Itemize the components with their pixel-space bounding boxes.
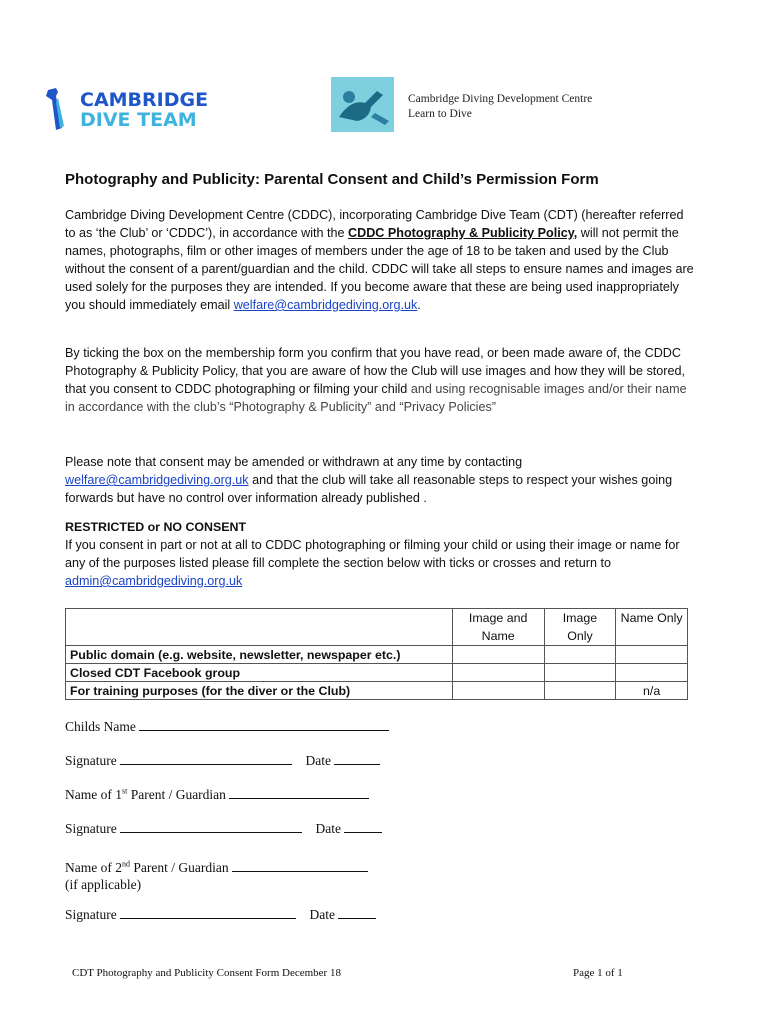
- cell-facebook-image-only[interactable]: [544, 664, 616, 682]
- date-label-3: Date: [309, 907, 335, 922]
- consent-text-1: By ticking the box on the membership form you confirm that you have read, or been made aware of, the CDDC Photography & Publicity Policy, that you are aware of how the Club will use images and how they will be stored, that you consent to CDDC photographing or filming your child: [65, 346, 685, 396]
- parent2-label: Name of 2nd Parent / Guardian: [65, 859, 229, 875]
- row-label-public-domain: Public domain (e.g. website, newsletter, newspaper etc.): [66, 646, 453, 664]
- cell-training-image-only[interactable]: [544, 682, 616, 700]
- header-org: Cambridge Diving Development Centre: [408, 93, 593, 105]
- diver-photo-icon: [331, 77, 394, 132]
- logo-line-2: DIVE TEAM: [80, 109, 197, 131]
- signature-label-2: Signature: [65, 821, 117, 836]
- parent2-name-field: [65, 855, 368, 893]
- withdraw-paragraph: [65, 453, 695, 507]
- row-label-training: For training purposes (for the diver or the Club): [66, 682, 453, 700]
- header-image-and-name: Image and Name: [452, 609, 544, 646]
- header-image-only: Image Only: [544, 609, 616, 646]
- child-name-label: Childs Name: [65, 719, 136, 734]
- welfare-email-link[interactable]: welfare@cambridgediving.org.uk: [233, 298, 418, 312]
- table-row: [66, 646, 688, 664]
- consent-paragraph: [65, 344, 695, 416]
- table-row: [66, 664, 688, 682]
- policy-link[interactable]: CDDC Photography & Publicity Policy,: [348, 226, 578, 240]
- consent-table: [65, 608, 688, 700]
- header-name-only: Name Only: [616, 609, 688, 646]
- withdraw-text-2: and that the club will take all reasonable steps to respect your wishes going forwards but have no control over information already published .: [65, 473, 673, 505]
- if-applicable-label: (if applicable): [65, 876, 142, 892]
- footer-left: CDT Photography and Publicity Consent Form December 18: [72, 967, 341, 979]
- page-number: Page 1 of 1: [573, 967, 623, 979]
- cell-training-image-name[interactable]: [452, 682, 544, 700]
- intro-text-1: Cambridge Diving Development Centre (CDDC), incorporating Cambridge Dive Team (CDT) (hereafter referred to as ‘the Club’ or ‘CDDC’), in accordance with the: [65, 208, 684, 240]
- restricted-section: [65, 518, 695, 590]
- table-header-blank: [66, 609, 453, 646]
- restricted-text: If you consent in part or not at all to CDDC photographing or filming your child or using their image or name for any of the purposes listed please fill complete the section below with ticks or crosses and return to: [65, 538, 680, 570]
- header-tagline: Learn to Dive: [408, 108, 472, 120]
- date-label-1: Date: [305, 753, 331, 768]
- form-title: Photography and Publicity: Parental Consent and Child’s Permission Form: [65, 171, 599, 188]
- signature-input-3[interactable]: [120, 906, 296, 919]
- signature-input-2[interactable]: [120, 820, 302, 833]
- cell-training-name-only: n/a: [616, 682, 688, 700]
- cell-facebook-name-only[interactable]: [616, 664, 688, 682]
- parent2-name-input[interactable]: [232, 859, 368, 872]
- date-label-2: Date: [315, 821, 341, 836]
- table-header-row: [66, 609, 688, 646]
- cambridge-dive-team-logo: [44, 88, 224, 130]
- signature-input-1[interactable]: [120, 752, 292, 765]
- diver-silhouette-icon: [44, 88, 74, 132]
- logo-line-1: CAMBRIDGE: [80, 89, 209, 111]
- cell-facebook-image-name[interactable]: [452, 664, 544, 682]
- signature-row-1: [65, 752, 380, 769]
- signature-label-1: Signature: [65, 753, 117, 768]
- welfare-email-link-2[interactable]: welfare@cambridgediving.org.uk: [65, 473, 249, 487]
- date-input-3[interactable]: [338, 906, 376, 919]
- cell-public-image-name[interactable]: [452, 646, 544, 664]
- intro-paragraph: [65, 206, 695, 314]
- parent1-name-input[interactable]: [229, 786, 369, 799]
- date-input-1[interactable]: [334, 752, 380, 765]
- withdraw-text-1: Please note that consent may be amended or withdrawn at any time by contacting: [65, 455, 523, 469]
- consent-text-2: and using recognisable images and/or their name in accordance with the club’s “Photography & Publicity” and “Privacy Policies”: [65, 382, 687, 414]
- restricted-heading: RESTRICTED or NO CONSENT: [65, 520, 247, 534]
- intro-text-2: will not permit the names, photographs, film or other images of members under the age of 18 to be taken and used by the Club without the consent of a parent/guardian and the child. CDDC will take all steps to ensure names and images are used solely for the purposes they are intended. If you become aware that these are being used inappropriately you should immediately email: [65, 226, 694, 312]
- signature-label-3: Signature: [65, 907, 117, 922]
- parent1-label: Name of 1st Parent / Guardian: [65, 786, 226, 802]
- row-label-facebook: Closed CDT Facebook group: [66, 664, 453, 682]
- intro-text-3: .: [417, 298, 421, 312]
- signature-row-2: [65, 820, 382, 837]
- child-name-field: [65, 718, 389, 735]
- cell-public-image-only[interactable]: [544, 646, 616, 664]
- admin-email-link[interactable]: admin@cambridgediving.org.uk: [65, 574, 243, 588]
- diver-photo: [331, 77, 394, 132]
- date-input-2[interactable]: [344, 820, 382, 833]
- child-name-input[interactable]: [139, 718, 389, 731]
- parent1-name-field: [65, 786, 369, 803]
- cell-public-name-only[interactable]: [616, 646, 688, 664]
- signature-row-3: [65, 906, 376, 923]
- table-row: [66, 682, 688, 700]
